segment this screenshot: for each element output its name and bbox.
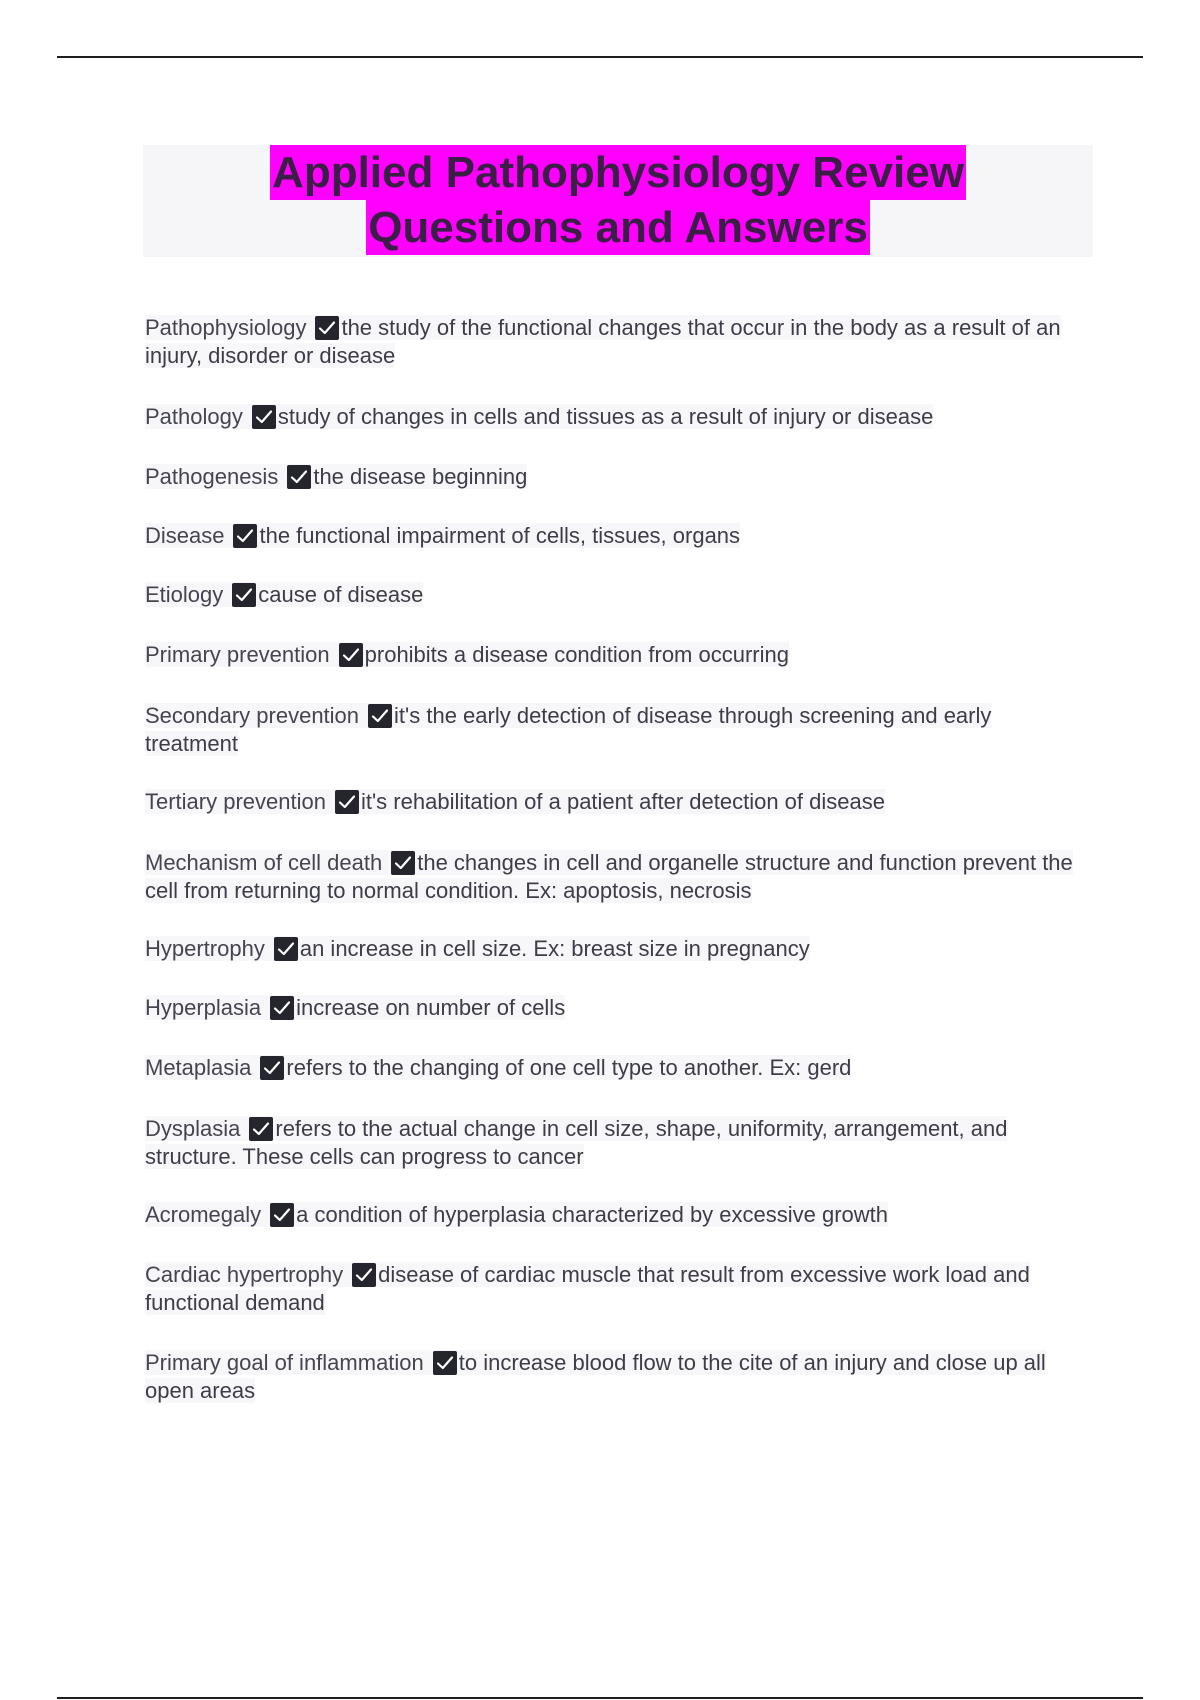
qa-definition: increase on number of cells bbox=[296, 995, 566, 1020]
qa-term: Pathogenesis bbox=[145, 464, 279, 489]
qa-definition: prohibits a disease condition from occurring bbox=[364, 642, 789, 667]
qa-term: Primary prevention bbox=[145, 642, 330, 667]
qa-term: Pathology bbox=[145, 404, 243, 429]
qa-definition: it's rehabilitation of a patient after detection of disease bbox=[360, 789, 885, 814]
checkmark-icon bbox=[249, 1117, 273, 1141]
qa-term: Primary goal of inflammation bbox=[145, 1350, 424, 1375]
title-banner bbox=[143, 145, 1093, 257]
checkmark-icon bbox=[274, 937, 298, 961]
qa-item bbox=[145, 849, 1085, 905]
qa-item bbox=[145, 1261, 1085, 1317]
qa-definition: an increase in cell size. Ex: breast size in pregnancy bbox=[299, 936, 810, 961]
qa-definition: a condition of hyperplasia characterized by excessive growth bbox=[296, 1202, 889, 1227]
qa-text bbox=[145, 1116, 1007, 1169]
checkmark-icon bbox=[233, 524, 257, 548]
bottom-rule bbox=[57, 1697, 1143, 1699]
qa-definition: refers to the actual change in cell size, shape, uniformity, arrangement, and structure. These cells can progress to cancer bbox=[145, 1116, 1008, 1169]
qa-item bbox=[145, 581, 1085, 609]
qa-item bbox=[145, 994, 1085, 1022]
title-line-2: Questions and Answers bbox=[366, 200, 870, 255]
qa-item bbox=[145, 702, 1085, 758]
qa-text bbox=[145, 1350, 1046, 1403]
checkmark-icon bbox=[232, 583, 256, 607]
checkmark-icon bbox=[287, 465, 311, 489]
checkmark-icon bbox=[433, 1351, 457, 1375]
qa-term: Hyperplasia bbox=[145, 995, 262, 1020]
qa-term: Metaplasia bbox=[145, 1055, 252, 1080]
qa-item bbox=[145, 403, 1085, 431]
checkmark-icon bbox=[335, 790, 359, 814]
checkmark-icon bbox=[391, 851, 415, 875]
qa-definition: it's the early detection of disease through screening and early treatment bbox=[145, 703, 992, 756]
qa-text bbox=[145, 703, 991, 756]
qa-item bbox=[145, 1201, 1085, 1229]
qa-term: Tertiary prevention bbox=[145, 789, 326, 814]
qa-definition: disease of cardiac muscle that result from excessive work load and functional demand bbox=[145, 1262, 1030, 1315]
qa-item bbox=[145, 463, 1085, 491]
checkmark-icon bbox=[260, 1056, 284, 1080]
qa-term: Dysplasia bbox=[145, 1116, 241, 1141]
qa-text bbox=[145, 850, 1073, 903]
document-title bbox=[143, 145, 1093, 255]
qa-text bbox=[145, 789, 885, 814]
title-line-1: Applied Pathophysiology Review bbox=[270, 145, 966, 200]
qa-item bbox=[145, 1115, 1085, 1171]
qa-text bbox=[145, 315, 1061, 368]
qa-item bbox=[145, 935, 1085, 963]
checkmark-icon bbox=[352, 1263, 376, 1287]
qa-definition: study of changes in cells and tissues as a result of injury or disease bbox=[277, 404, 934, 429]
qa-text bbox=[145, 523, 740, 548]
qa-definition: the disease beginning bbox=[313, 464, 528, 489]
qa-term: Hypertrophy bbox=[145, 936, 265, 961]
qa-term: Secondary prevention bbox=[145, 703, 360, 728]
qa-item bbox=[145, 641, 1085, 669]
qa-text bbox=[145, 642, 789, 667]
qa-text bbox=[145, 404, 933, 429]
qa-text bbox=[145, 464, 527, 489]
qa-text bbox=[145, 936, 810, 961]
qa-item bbox=[145, 522, 1085, 550]
checkmark-icon bbox=[339, 643, 363, 667]
qa-term: Disease bbox=[145, 523, 225, 548]
qa-item bbox=[145, 1054, 1085, 1082]
qa-text bbox=[145, 1202, 888, 1227]
qa-term: Mechanism of cell death bbox=[145, 850, 383, 875]
qa-text bbox=[145, 995, 565, 1020]
qa-term: Acromegaly bbox=[145, 1202, 262, 1227]
checkmark-icon bbox=[252, 405, 276, 429]
checkmark-icon bbox=[368, 704, 392, 728]
top-rule bbox=[57, 56, 1143, 58]
qa-definition: the changes in cell and organelle structure and function prevent the cell from returning to normal condition. Ex: apoptosis, necrosis bbox=[145, 850, 1073, 903]
qa-definition: cause of disease bbox=[258, 582, 424, 607]
qa-definition: the study of the functional changes that occur in the body as a result of an injury, disorder or disease bbox=[145, 315, 1061, 368]
qa-definition: refers to the changing of one cell type to another. Ex: gerd bbox=[286, 1055, 852, 1080]
qa-item bbox=[145, 314, 1085, 370]
qa-item bbox=[145, 1349, 1085, 1405]
qa-definition: to increase blood flow to the cite of an injury and close up all open areas bbox=[145, 1350, 1046, 1403]
qa-text bbox=[145, 1055, 851, 1080]
qa-definition: the functional impairment of cells, tissues, organs bbox=[259, 523, 741, 548]
qa-text bbox=[145, 582, 423, 607]
checkmark-icon bbox=[315, 316, 339, 340]
checkmark-icon bbox=[270, 1203, 294, 1227]
qa-term: Cardiac hypertrophy bbox=[145, 1262, 344, 1287]
qa-term: Etiology bbox=[145, 582, 224, 607]
qa-text bbox=[145, 1262, 1030, 1315]
qa-term: Pathophysiology bbox=[145, 315, 307, 340]
qa-item bbox=[145, 788, 1085, 816]
checkmark-icon bbox=[270, 996, 294, 1020]
